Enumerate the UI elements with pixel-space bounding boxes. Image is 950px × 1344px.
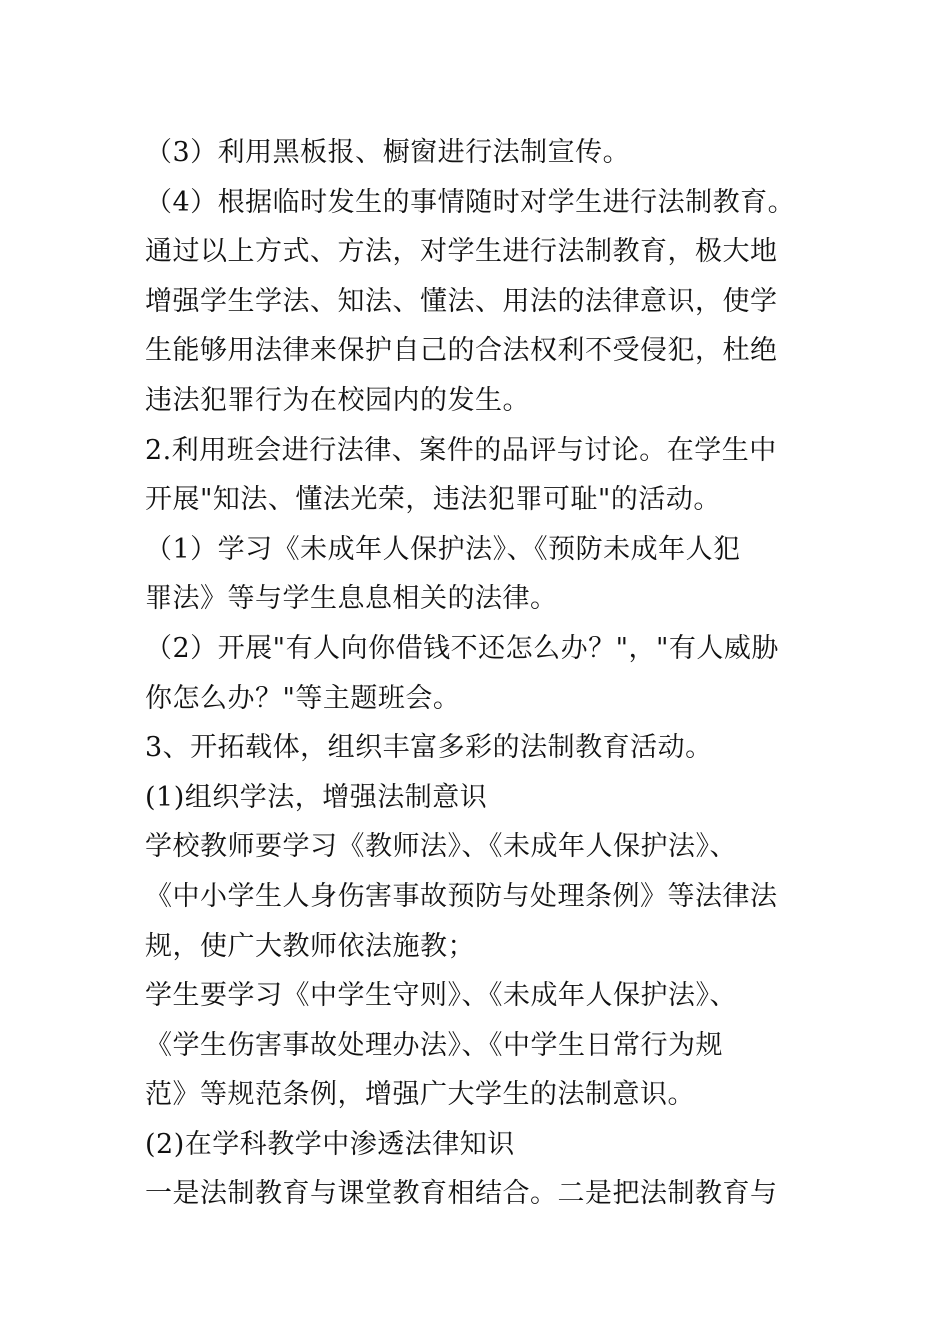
text-line: (2)在学科教学中渗透法律知识 [145, 1128, 515, 1160]
text-line: 通过以上方式、方法，对学生进行法制教育，极大地 [145, 236, 778, 268]
text-line: 《学生伤害事故处理办法》、《中学生日常行为规 [145, 1029, 723, 1061]
text-line: 开展"知法、懂法光荣，违法犯罪可耻"的活动。 [145, 484, 721, 516]
text-line: 你怎么办？"等主题班会。 [145, 682, 461, 714]
text-line: （3）利用黑板报、橱窗进行法制宣传。 [145, 137, 631, 168]
text-line: (1)组织学法，增强法制意识 [145, 781, 488, 813]
text-line: 2.利用班会进行法律、案件的品评与讨论。在学生中 [145, 434, 777, 466]
text-line: 增强学生学法、知法、懂法、用法的法律意识，使学 [145, 285, 778, 317]
text-line: 学生要学习《中学生守则》、《未成年人保护法》、 [145, 980, 737, 1012]
text-line: 3、开拓载体，组织丰富多彩的法制教育活动。 [145, 732, 713, 764]
body-text [145, 128, 815, 1219]
text-line: 违法犯罪行为在校园内的发生。 [145, 384, 530, 416]
text-line: 生能够用法律来保护自己的合法权利不受侵犯，杜绝 [145, 335, 778, 367]
text-line: 范》等规范条例，增强广大学生的法制意识。 [145, 1079, 695, 1111]
text-line: 《中小学生人身伤害事故预防与处理条例》等法律法 [145, 880, 778, 912]
text-line: 一是法制教育与课堂教育相结合。二是把法制教育与 [145, 1178, 778, 1210]
text-line: 规，使广大教师依法施教； [145, 930, 475, 962]
text-line: 学校教师要学习《教师法》、《未成年人保护法》、 [145, 831, 737, 863]
text-line: （2）开展"有人向你借钱不还怎么办？"，"有人威胁 [145, 632, 779, 664]
text-line: （4）根据临时发生的事情随时对学生进行法制教育。 [145, 186, 796, 218]
text-line: （1）学习《未成年人保护法》、《预防未成年人犯 [145, 533, 741, 565]
text-line: 罪法》等与学生息息相关的法律。 [145, 583, 558, 615]
